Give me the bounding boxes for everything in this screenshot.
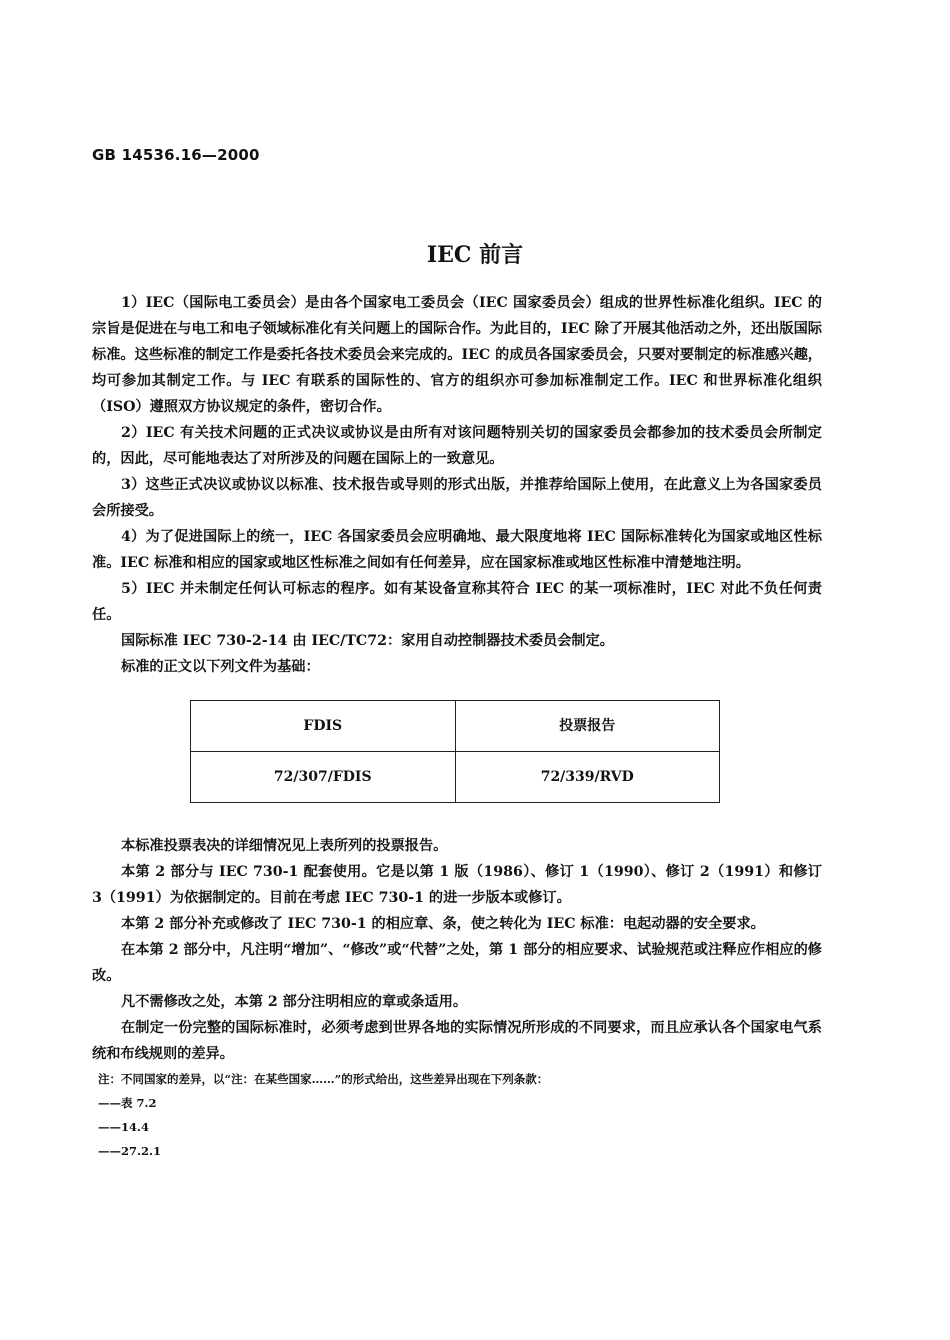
page-title: IEC 前言 [426,242,524,268]
document-basis-table [190,700,720,803]
paragraph-vote-details: 本标准投票表决的详细情况见上表所列的投票报告。 [121,838,448,854]
note-text: 注：不同国家的差异，以“注：在某些国家……”的形式给出，这些差异出现在下列条款： [98,1072,549,1086]
paragraph-2: 2）IEC 有关技术问题的正式决议或协议是由所有对该问题特别关切的国家委员会都参加的技术委员会所制定的，因此，尽可能地表达了对所涉及的问题在国际上的一致意见。 [92,425,822,467]
paragraph-differences: 在制定一份完整的国际标准时，必须考虑到世界各地的实际情况所形成的不同要求，而且应承认各个国家电气系统和布线规则的差异。 [92,1020,822,1062]
paragraph-basis: 标准的正文以下列文件为基础： [121,659,320,675]
paragraph-5: 5）IEC 并未制定任何认可标志的程序。如有某设备宣称其符合 IEC 的某一项标准时，IEC 对此不负任何责任。 [92,581,822,623]
note-item: ——27.2.1 [98,1144,162,1158]
paragraph-applicable: 凡不需修改之处，本第 2 部分注明相应的章或条适用。 [121,994,468,1010]
paragraph-usage: 本第 2 部分与 IEC 730-1 配套使用。它是以第 1 版（1986）、修订 1（1990）、修订 2（1991）和修订 3（1991）为依据制定的。目前在考虑 IEC 730-1 的进一步版本或修订。 [92,864,822,906]
paragraph-modifications: 在本第 2 部分中，凡注明“增加”、“修改”或“代替”之处，第 1 部分的相应要求、试验规范或注释应作相应的修改。 [92,942,822,984]
standard-code: GB 14536.16—2000 [92,146,260,164]
paragraph-4: 4）为了促进国际上的统一，IEC 各国家委员会应明确地、最大限度地将 IEC 国际标准转化为国家或地区性标准。IEC 标准和相应的国家或地区性标准之间如有任何差异，应在国家标准或地区性标准中清楚地注明。 [92,529,822,571]
post-table-section [92,833,822,1067]
paragraph-3: 3）这些正式决议或协议以标准、技术报告或导则的形式出版，并推荐给国际上使用，在此意义上为各国家委员会所接受。 [92,477,822,519]
note-item: ——14.4 [98,1120,150,1134]
table-header-row [191,701,720,752]
table-row [191,752,720,803]
note-item: ——表 7.2 [98,1096,157,1110]
paragraph-supplement: 本第 2 部分补充或修改了 IEC 730-1 的相应章、条，使之转化为 IEC 标准：电起动器的安全要求。 [121,916,765,932]
table-cell: 72/307/FDIS [191,752,456,803]
table-header-cell: FDIS [191,701,456,752]
table-cell: 72/339/RVD [455,752,720,803]
document-basis-table-wrapper [190,700,822,803]
table-header-cell: 投票报告 [455,701,720,752]
paragraph-1: 1）IEC（国际电工委员会）是由各个国家电工委员会（IEC 国家委员会）组成的世界性标准化组织。IEC 的宗旨是促进在与电工和电子领域标准化有关问题上的国际合作。为此目的，IEC 除了开展其他活动之外，还出版国际标准。这些标准的制定工作是委托各技术委员会来完成的。IEC 的成员各国家委员会，只要对要制定的标准感兴趣，均可参加其制定工作。与 IEC 有联系的国际性的、官方的组织亦可参加标准制定工作。IEC 和世界标准化组织（ISO）遵照双方协议规定的条件，密切合作。 [92,295,822,415]
document-body [92,290,822,1163]
paragraph-committee: 国际标准 IEC 730-2-14 由 IEC/TC72：家用自动控制器技术委员会制定。 [121,633,614,649]
